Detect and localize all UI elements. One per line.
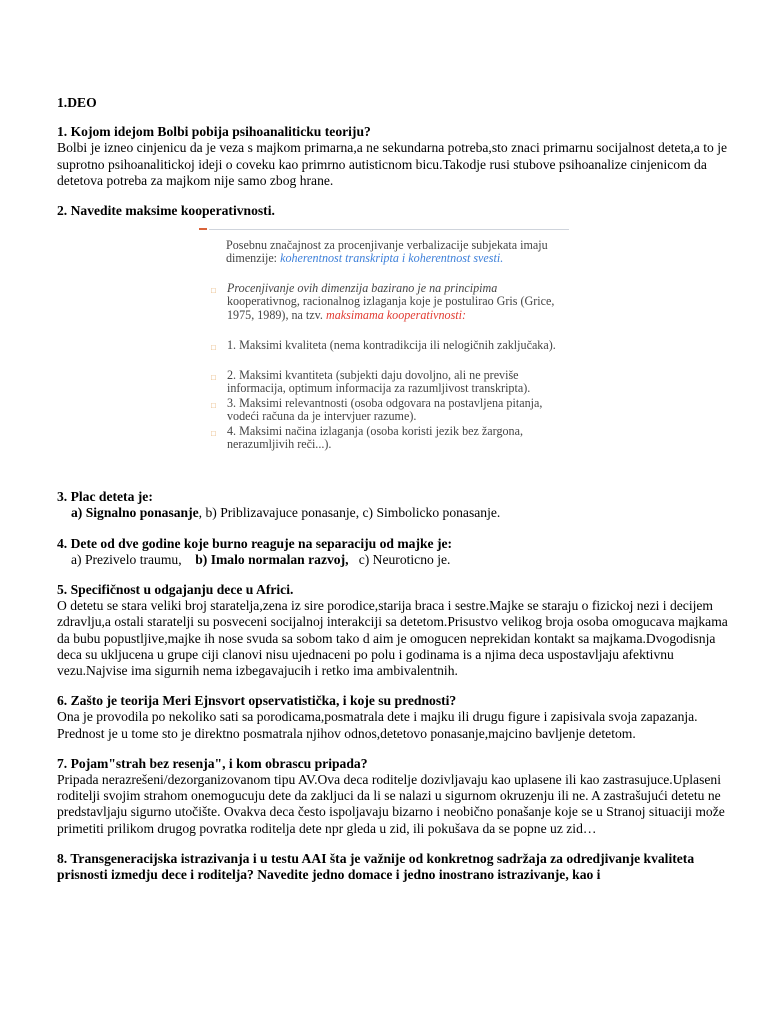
question-2-title: 2. Navedite maksime kooperativnosti.: [57, 203, 275, 219]
slide-accent-mark: [199, 228, 207, 230]
question-4-title: 4. Dete od dve godine koje burno reaguje na separaciju od majke je:: [57, 535, 453, 551]
slide-p2-italic: Procenjivanje ovih dimenzija bazirano je na principima: [227, 281, 498, 296]
slide-p2-text: kooperativnog, racionalnog izlaganja koje je postulirao Gris (Grice, 1975, 1989), na tzv.: [227, 294, 555, 322]
section-title: 1.DEO: [57, 95, 97, 110]
question-6: [57, 693, 737, 742]
slide-bullet-icon: □: [211, 401, 216, 411]
slide-maxim-text: 4. Maksimi načina izlaganja (osoba koristi jezik bez žargona, nerazumljivih reči...).: [227, 424, 523, 452]
slide-bullet-icon: □: [211, 286, 216, 296]
question-6-answer: Ona je provodila po nekoliko sati sa porodicama,posmatrala dete i majku ili drugu figure i zapisivala svoja zapazanja.: [57, 709, 698, 725]
question-6-advantage: Prednost je u tome sto je direktno posmatrala njihov odnos,detetovo ponasanje,majcino bavljenje detetom.: [57, 725, 636, 741]
question-5-answer: O detetu se stara veliki broj staratelja,zena iz sire porodice,starija braca i sestre.Majke se staraju o fizickoj nezi i decijem zdravlju,a ostali staratelji su posveceni socijalnoj interakciji sa detetom.Prisustvo velikog broja osoba omogucava majkama da bubu popustljive,majke ih nose svuda sa sobom tako d aim je omogucen neprekidan kontakt sa majkama.Dvogodisnja deca su ukljucena u grupe ciji clanovi nisu ujednaceni po polu i godinama is a njima deca uspostavljaju afektivnu vezu.Najvise ima sigurnih nema izbegavajucih i retko ima ambivalentnih.: [57, 598, 728, 679]
question-5-title: 5. Specifičnost u odgajanju dece u Africi.: [57, 582, 294, 598]
question-1: [57, 124, 737, 189]
slide-p1-text: Posebnu značajnost za procenjivanje verbalizacije subjekata imaju dimenzije:: [226, 238, 548, 266]
slide-p2-highlight: maksimama kooperativnosti:: [325, 307, 467, 322]
slide-p1-highlight: koherentnost transkripta i koherentnost svesti.: [280, 251, 504, 266]
slide-maxim-text: 1. Maksimi kvaliteta (nema kontradikcija ili nelogičnih zaključaka).: [227, 338, 556, 353]
slide-bullet-icon: □: [211, 343, 216, 353]
question-5: [57, 582, 737, 679]
document-page: [57, 95, 737, 883]
question-3-other-options: , b) Priblizavajuce ponasanje, c) Simbolicko ponasanje.: [198, 505, 501, 521]
question-6-title: 6. Zašto je teorija Meri Ejnsvort opservatistička, i koje su prednosti?: [57, 693, 457, 709]
question-4-option-c: c) Neuroticno je.: [358, 551, 451, 567]
question-4-options: [57, 552, 737, 568]
slide-maxim-text: 2. Maksimi kvantiteta (subjekti daju dovoljno, ali ne previše informacija, optimum informacija za razumljivost transkripta).: [227, 368, 531, 396]
question-1-answer: Bolbi je izneo cinjenicu da je veza s majkom primarna,a ne sekundarna potreba,sto znaci primarnu socijalnost deteta,a to je suprotno psihoanalitickoj ideji o coveku kao primrno autisticnom bicu.Takodje rusi stubove psihoanalize cinjenicom da detetova potreba za majkom nije samo zbog hrane.: [57, 140, 728, 188]
slide-maxim-text: 3. Maksimi relevantnosti (osoba odgovara na postavljena pitanja, vodeći računa da je intervjuer razume).: [227, 396, 543, 424]
question-4-correct-option: b) Imalo normalan razvoj,: [195, 551, 349, 567]
question-1-title: 1. Kojom idejom Bolbi pobija psihoanaliticku teoriju?: [57, 124, 371, 140]
maxims-slide-image: [199, 229, 571, 467]
question-2: [57, 203, 737, 219]
question-3-title: 3. Plac deteta je:: [57, 489, 153, 505]
slide-divider: [209, 229, 569, 230]
question-3: [57, 489, 737, 521]
question-3-correct-option: a) Signalno ponasanje: [71, 505, 199, 521]
question-4-option-a: a) Prezivelo traumu,: [71, 551, 182, 567]
slide-bullet-icon: □: [211, 429, 216, 439]
question-4: [57, 536, 737, 568]
slide-bullet-icon: □: [211, 373, 216, 383]
question-7: [57, 756, 737, 837]
question-7-answer: Pripada nerazrešeni/dezorganizovanom tipu AV.Ova deca roditelje dozivljavaju kao uplasene ili kao zastrasujuce.Uplaseni roditelji svojim strahom onemogucuju dete da zakljuci da li se nalazi u sigurnom okruzenju ili ne. A zastrašujući detetu ne predstavljaju sigurno utočište. Ovakva deca često ispoljavaju bizarno i neobično ponašanje koje se u Stranoj situaciji može primetiti prilikom drugog povratka roditelja dete npr gleda u zid, ili pokušava da se popne uz zid…: [57, 772, 725, 836]
question-3-options: [57, 505, 737, 521]
question-8-title: 8. Transgeneracijska istrazivanja i u testu AAI šta je važnije od konkretnog sadržaja za odredjivanje kvaliteta prisnosti izmedju dece i roditelja? Navedite jedno domace i jedno inostrano istrazivanje, kao i: [57, 850, 695, 883]
question-7-title: 7. Pojam"strah bez resenja", i kom obrascu pripada?: [57, 755, 368, 771]
slide-paragraph-1: [226, 239, 566, 265]
